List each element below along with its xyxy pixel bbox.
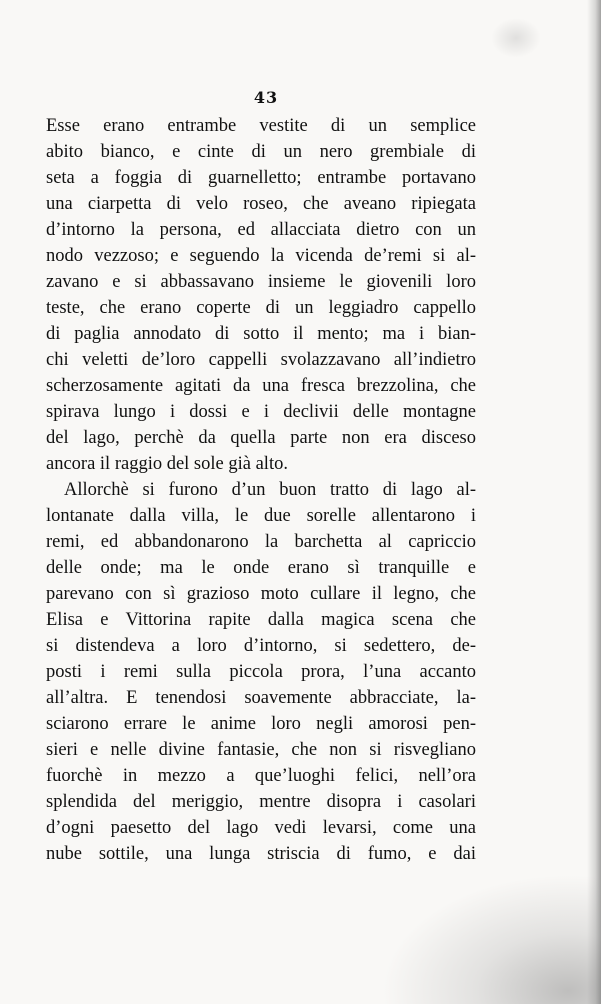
body-text — [46, 113, 476, 867]
text-line: teste, che erano coperte di un leggiadro cappello — [46, 298, 476, 318]
text-line: Allorchè si furono d’un buon tratto di lago al- — [64, 480, 476, 500]
text-line: posti i remi sulla piccola prora, l’una accanto — [46, 662, 476, 682]
page-number: 43 — [253, 88, 279, 107]
text-line: Elisa e Vittorina rapite dalla magica scena che — [46, 610, 476, 630]
paper-stain — [381, 874, 601, 1004]
paper-stain — [491, 18, 541, 58]
text-line: zavano e si abbassavano insieme le giovenili loro — [46, 272, 476, 292]
text-line: all’altra. E tenendosi soavemente abbracciate, la- — [46, 688, 476, 708]
text-line: nube sottile, una lunga striscia di fumo, e dai — [46, 844, 476, 864]
text-line: parevano con sì grazioso moto cullare il legno, che — [46, 584, 476, 604]
text-line: seta a foggia di guarnelletto; entrambe portavano — [46, 168, 476, 188]
text-line: del lago, perchè da quella parte non era disceso — [46, 428, 476, 448]
text-line: fuorchè in mezzo a que’luoghi felici, nell’ora — [46, 766, 476, 786]
text-line: lontanate dalla villa, le due sorelle allentarono i — [46, 506, 476, 526]
scanned-page-edge — [587, 0, 601, 1004]
text-line: ancora il raggio del sole già alto. — [46, 454, 288, 474]
text-line: remi, ed abbandonarono la barchetta al capriccio — [46, 532, 476, 552]
text-line: sieri e nelle divine fantasie, che non si risvegliano — [46, 740, 476, 760]
text-line: abito bianco, e cinte di un nero grembiale di — [46, 142, 476, 162]
text-line: Esse erano entrambe vestite di un semplice — [46, 116, 476, 136]
text-line: d’ogni paesetto del lago vedi levarsi, come una — [46, 818, 476, 838]
text-line: una ciarpetta di velo roseo, che aveano ripiegata — [46, 194, 476, 214]
text-line: scherzosamente agitati da una fresca brezzolina, che — [46, 376, 476, 396]
text-line: delle onde; ma le onde erano sì tranquille e — [46, 558, 476, 578]
text-line: chi veletti de’loro cappelli svolazzavano all’indietro — [46, 350, 476, 370]
text-line: spirava lungo i dossi e i declivii delle montagne — [46, 402, 476, 422]
text-line: d’intorno la persona, ed allacciata dietro con un — [46, 220, 476, 240]
text-line: si distendeva a loro d’intorno, si sedettero, de- — [46, 636, 476, 656]
text-line: di paglia annodato di sotto il mento; ma i bian- — [46, 324, 476, 344]
text-line: splendida del meriggio, mentre disopra i casolari — [46, 792, 476, 812]
text-line: nodo vezzoso; e seguendo la vicenda de’remi si al- — [46, 246, 476, 266]
text-line: sciarono errare le anime loro negli amorosi pen- — [46, 714, 476, 734]
